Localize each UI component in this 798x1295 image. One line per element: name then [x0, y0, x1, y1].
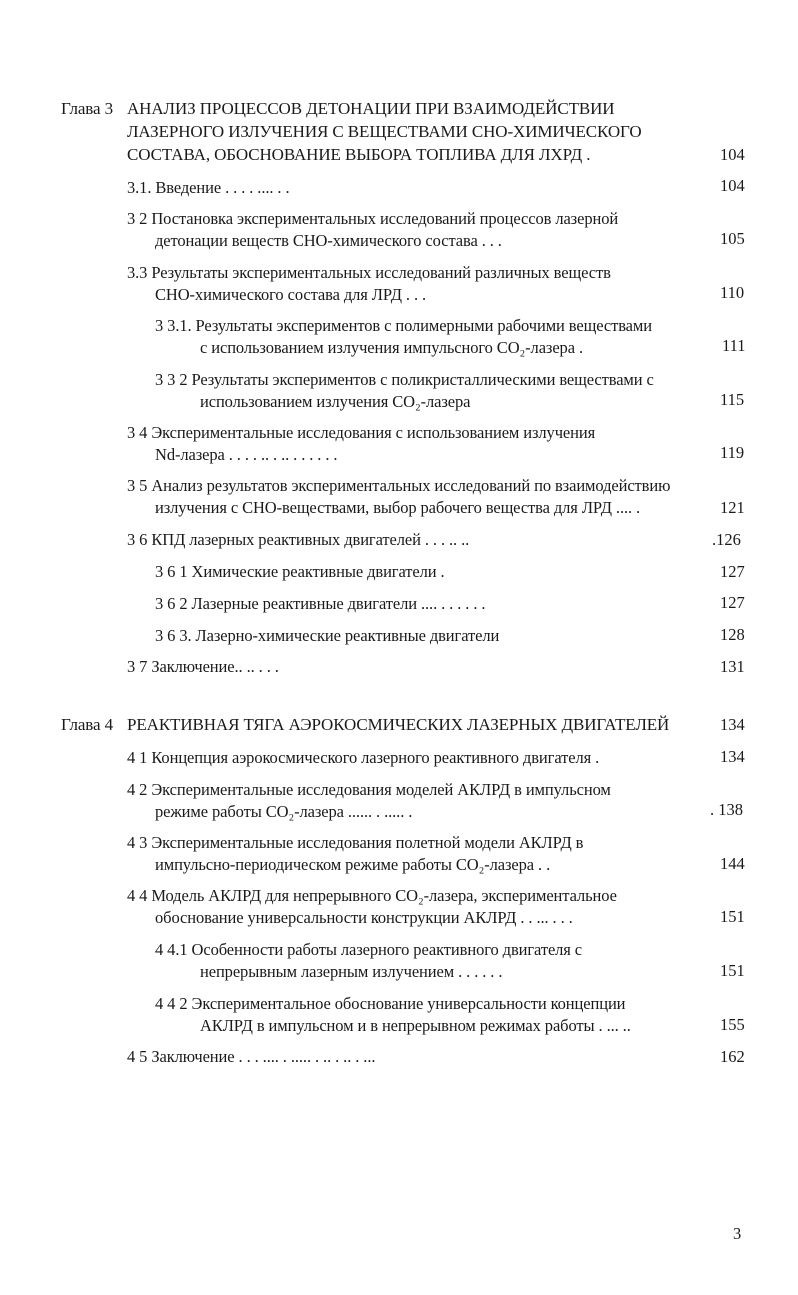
toc-entry-4-3-line-2: импульсно-периодическом режиме работы CO₂-лазера . . — [155, 855, 551, 874]
toc-entry-3-3-line-1: 3.3 Результаты экспериментальных исследований различных веществ — [127, 263, 611, 282]
toc-entry-3-2-line-1: 3 2 Постановка экспериментальных исследований процессов лазерной — [127, 209, 619, 228]
toc-entry-4-4-line-1: 4 4 Модель АКЛРД для непрерывного CO₂-лазера, экспериментальное — [127, 886, 617, 905]
chapter-3-title-line-1: АНАЛИЗ ПРОЦЕССОВ ДЕТОНАЦИИ ПРИ ВЗАИМОДЕЙСТВИИ — [127, 99, 615, 118]
toc-entry-3-1: 3.1. Введение . . . . .... . . — [127, 178, 290, 197]
toc-page-4-4: 151 — [720, 907, 745, 926]
toc-entry-3-6: 3 6 КПД лазерных реактивных двигателей . . . .. .. — [127, 530, 470, 549]
toc-entry-4-3-line-1: 4 3 Экспериментальные исследования полетной модели АКЛРД в — [127, 833, 584, 852]
toc-entry-3-6-3: 3 6 3. Лазерно-химические реактивные двигатели — [155, 626, 500, 645]
chapter-3-title-line-3: СОСТАВА, ОБОСНОВАНИЕ ВЫБОРА ТОПЛИВА ДЛЯ ЛХРД . — [127, 145, 591, 164]
toc-page-3-6-1: 127 — [720, 562, 745, 581]
toc-entry-4-4-2-line-2: АКЛРД в импульсном и в непрерывном режимах работы . ... .. — [200, 1016, 631, 1035]
toc-page-4-5: 162 — [720, 1047, 745, 1066]
toc-entry-4-4-1-line-1: 4 4.1 Особенности работы лазерного реактивного двигателя с — [155, 940, 583, 959]
chapter-3-label: Глава 3 — [61, 99, 113, 118]
chapter-3-title-line-2: ЛАЗЕРНОГО ИЗЛУЧЕНИЯ С ВЕЩЕСТВАМИ СНО-ХИМИЧЕСКОГО — [127, 122, 642, 141]
toc-entry-3-3-line-2: СНО-химического состава для ЛРД . . . — [155, 285, 427, 304]
toc-page-4-1: 134 — [720, 747, 745, 766]
page-number: 3 — [733, 1224, 742, 1243]
toc-entry-3-4-line-2: Nd-лазера . . . . .. . .. . . . . . . — [155, 445, 338, 464]
chapter-3-page: 104 — [720, 145, 745, 164]
toc-entry-4-4-line-2: обоснование универсальности конструкции АКЛРД . . ... . . . — [155, 908, 573, 927]
toc-entry-4-1: 4 1 Концепция аэрокосмического лазерного реактивного двигателя . — [127, 748, 600, 767]
toc-entry-3-3-1-line-1: 3 3.1. Результаты экспериментов с полимерными рабочими веществами — [155, 316, 652, 335]
toc-entry-3-3-1-line-2: с использованием излучения импульсного CO₂-лазера . — [200, 338, 583, 357]
toc-page-3-2: 105 — [720, 229, 745, 248]
toc-entry-4-5: 4 5 Заключение . . . .... . ..... . .. . .. . ... — [127, 1047, 376, 1066]
toc-page-3-3: 110 — [720, 283, 745, 302]
toc-entry-3-3-2-line-1: 3 3 2 Результаты экспериментов с поликристаллическими веществами с — [155, 370, 654, 389]
toc-entry-3-5-line-2: излучения с СНО-веществами, выбор рабочего вещества для ЛРД .... . — [155, 498, 641, 517]
toc-page-3-3-2: 115 — [720, 390, 745, 409]
toc-page-4-2: . 138 — [710, 800, 743, 819]
chapter-4-title: РЕАКТИВНАЯ ТЯГА АЭРОКОСМИЧЕСКИХ ЛАЗЕРНЫХ ДВИГАТЕЛЕЙ — [127, 715, 670, 734]
toc-page-3-6-3: 128 — [720, 625, 745, 644]
toc-entry-3-6-1: 3 6 1 Химические реактивные двигатели . — [155, 562, 445, 581]
toc-entry-4-2-line-1: 4 2 Экспериментальные исследования моделей АКЛРД в импульсном — [127, 780, 611, 799]
toc-entry-4-4-2-line-1: 4 4 2 Экспериментальное обоснование универсальности концепции — [155, 994, 626, 1013]
toc-page-3-1: 104 — [720, 176, 745, 195]
chapter-4-page: 134 — [720, 715, 745, 734]
toc-entry-3-3-2-line-2: использованием излучения CO₂-лазера — [200, 392, 471, 411]
toc-entry-3-7: 3 7 Заключение.. .. . . . — [127, 657, 279, 676]
toc-entry-4-4-1-line-2: непрерывным лазерным излучением . . . . . . — [200, 962, 503, 981]
toc-page-3-6-2: 127 — [720, 593, 745, 612]
toc-entry-3-2-line-2: детонации веществ СНО-химического состава . . . — [155, 231, 502, 250]
toc-page-4-3: 144 — [720, 854, 745, 873]
toc-page-3-5: 121 — [720, 498, 745, 517]
toc-page-4-4-2: 155 — [720, 1015, 745, 1034]
toc-entry-3-4-line-1: 3 4 Экспериментальные исследования с использованием излучения — [127, 423, 596, 442]
toc-entry-3-6-2: 3 6 2 Лазерные реактивные двигатели .... . . . . . . — [155, 594, 486, 613]
toc-entry-3-5-line-1: 3 5 Анализ результатов экспериментальных исследований по взаимодействию — [127, 476, 671, 495]
toc-page-3-7: 131 — [720, 657, 745, 676]
toc-page-4-4-1: 151 — [720, 961, 745, 980]
toc-entry-4-2-line-2: режиме работы CO₂-лазера ...... . ..... . — [155, 802, 413, 821]
toc-page-3-3-1: 111 — [722, 336, 746, 355]
chapter-4-label: Глава 4 — [61, 715, 113, 734]
toc-page-3-4: 119 — [720, 443, 745, 462]
toc-page-3-6: .126 — [712, 530, 741, 549]
